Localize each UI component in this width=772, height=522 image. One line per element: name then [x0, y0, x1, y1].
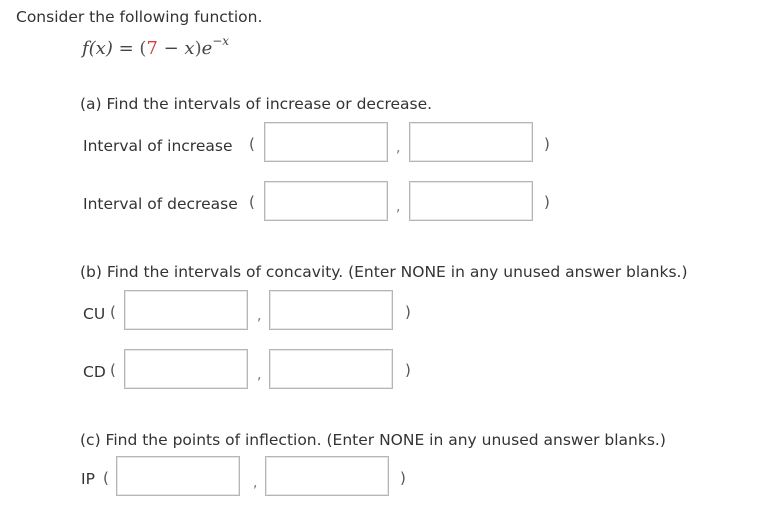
cu-start-input[interactable]	[124, 290, 248, 330]
interval-increase-label: Interval of increase	[83, 137, 233, 155]
comma-separator: ,	[396, 140, 401, 156]
open-paren: (	[103, 469, 109, 487]
close-paren: )	[544, 135, 550, 153]
comma-separator: ,	[396, 199, 401, 215]
decrease-end-input[interactable]	[409, 181, 533, 221]
part-c-title: (c) Find the points of inflection. (Enter NONE in any unused answer blanks.)	[80, 431, 666, 449]
formula-exponent: −x	[212, 34, 230, 48]
cd-end-input[interactable]	[269, 349, 393, 389]
decrease-start-input[interactable]	[264, 181, 388, 221]
close-paren: )	[400, 469, 406, 487]
cu-end-input[interactable]	[269, 290, 393, 330]
ip-x-input[interactable]	[116, 456, 240, 496]
ip-y-input[interactable]	[265, 456, 389, 496]
problem-intro: Consider the following function.	[16, 8, 263, 26]
cd-start-input[interactable]	[124, 349, 248, 389]
close-paren: )	[405, 361, 411, 379]
comma-separator: ,	[253, 475, 258, 491]
comma-separator: ,	[257, 367, 262, 383]
formula-minus-x: − x	[157, 38, 195, 59]
open-paren: (	[249, 193, 255, 211]
close-paren: )	[544, 193, 550, 211]
function-formula: $f(x) = (7 - x)e^{-x}$	[82, 34, 230, 59]
cd-label: CD	[83, 363, 106, 381]
formula-e: e	[201, 38, 213, 59]
formula-constant: 7	[146, 38, 158, 59]
close-paren: )	[405, 303, 411, 321]
formula-lhs: f(x) =	[82, 38, 140, 59]
increase-end-input[interactable]	[409, 122, 533, 162]
increase-start-input[interactable]	[264, 122, 388, 162]
interval-decrease-label: Interval of decrease	[83, 195, 238, 213]
open-paren: (	[249, 135, 255, 153]
comma-separator: ,	[257, 308, 262, 324]
open-paren: (	[110, 303, 116, 321]
ip-label: IP	[81, 470, 95, 488]
open-paren: (	[110, 361, 116, 379]
cu-label: CU	[83, 305, 106, 323]
part-a-title: (a) Find the intervals of increase or decrease.	[80, 95, 433, 113]
part-b-title: (b) Find the intervals of concavity. (Enter NONE in any unused answer blanks.)	[80, 263, 688, 281]
